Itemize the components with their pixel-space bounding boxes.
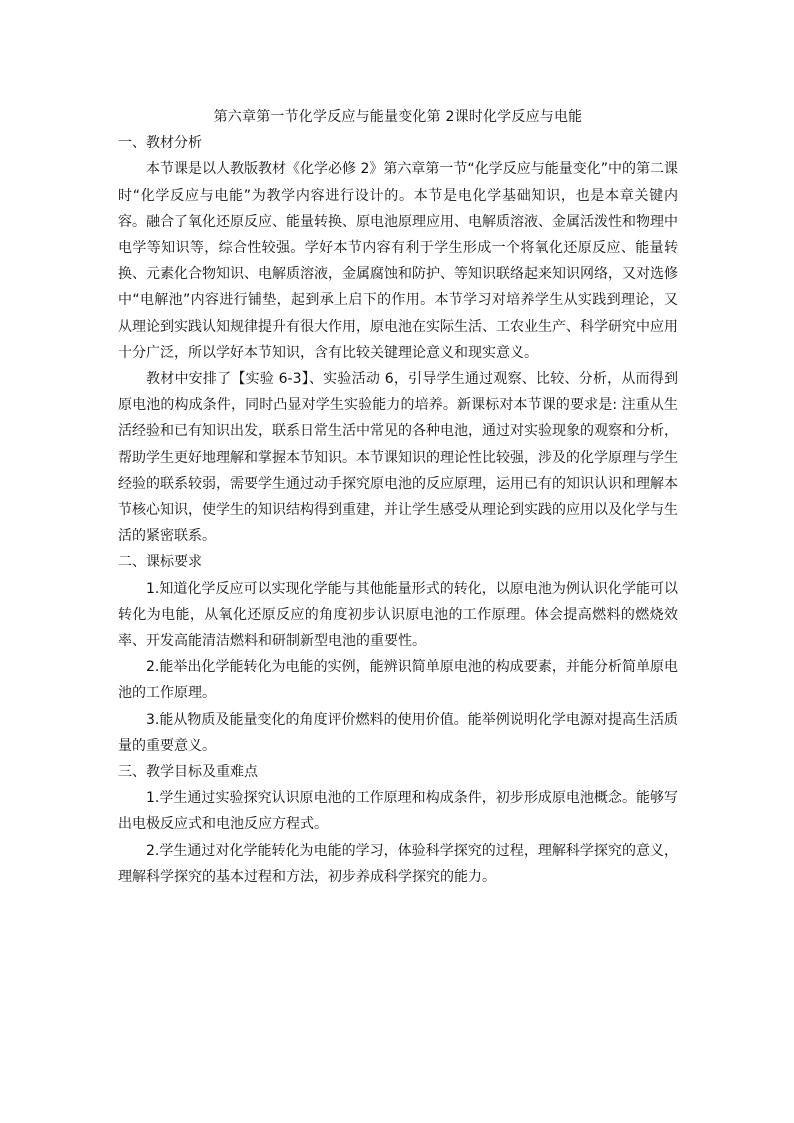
document-body (118, 104, 678, 890)
list-item: 2.能举出化学能转化为电能的实例，能辨识简单原电池的构成要素，并能分析简单原电池的工作原理。 (118, 659, 678, 702)
section-heading-textbook-analysis: 一、教材分析 (118, 135, 202, 152)
list-item: 3.能从物质及能量变化的角度评价燃料的使用价值。能举例说明化学电源对提高生活质量的重要意义。 (118, 711, 678, 754)
document-title: 第六章第一节化学反应与能量变化第 2课时化学反应与电能 (213, 109, 583, 125)
section-heading-curriculum-requirements: 二、课标要求 (118, 554, 202, 571)
paragraph: 本节课是以人教版教材《化学必修 2》第六章第一节“化学反应与能量变化”中的第二课时“化学反应与电能”为教学内容进行设计的。本节是电化学基础知识，也是本章关键内容。融合了氧化还原反应、能量转换、原电池原理应用、电解质溶液、金属活泼性和物理中电学等知识等，综合性较强。学好本节内容有利于学生形成一个将氧化还原反应、能量转换、元素化合物知识、电解质溶液，金属腐蚀和防护、等知识联络起来知识网络，又对选修中“电解池”内容进行铺垫，起到承上启下的作用。本节学习对培养学生从实践到理论，又从理论到实践认知规律提升有很大作用，原电池在实际生活、工农业生产、科学研究中应用十分广泛，所以学好本节知识，含有比较关键理论意义和现实意义。 (118, 161, 678, 361)
list-item: 1.学生通过实验探究认识原电池的工作原理和构成条件，初步形成原电池概念。能够写出电极反应式和电池反应方程式。 (118, 790, 678, 833)
paragraph: 教材中安排了【实验 6-3】、实验活动 6，引导学生通过观察、比较、分析，从而得到原电池的构成条件，同时凸显对学生实验能力的培养。新课标对本节课的要求是: 注重从生活经验和已有知识出发，联系日常生活中常见的各种电池，通过对实验现象的观察和分析，帮助学生更好地理解和掌握本节知识。本节课知识的理论性比较强，涉及的化学原理与学生经验的联系较弱，需要学生通过动手探究原电池的反应原理，运用已有的知识认识和理解本节核心知识，使学生的知识结构得到重建，并让学生感受从理论到实践的应用以及化学与生活的紧密联系。 (118, 371, 678, 545)
section-heading-teaching-objectives: 三、教学目标及重难点 (118, 764, 258, 781)
list-item: 1.知道化学反应可以实现化学能与其他能量形式的转化，以原电池为例认识化学能可以转化为电能，从氧化还原反应的角度初步认识原电池的工作原理。体会提高燃料的燃烧效率、开发高能清洁燃料和研制新型电池的重要性。 (118, 580, 678, 650)
list-item: 2.学生通过对化学能转化为电能的学习，体验科学探究的过程，理解科学探究的意义，理解科学探究的基本过程和方法，初步养成科学探究的能力。 (118, 842, 678, 885)
